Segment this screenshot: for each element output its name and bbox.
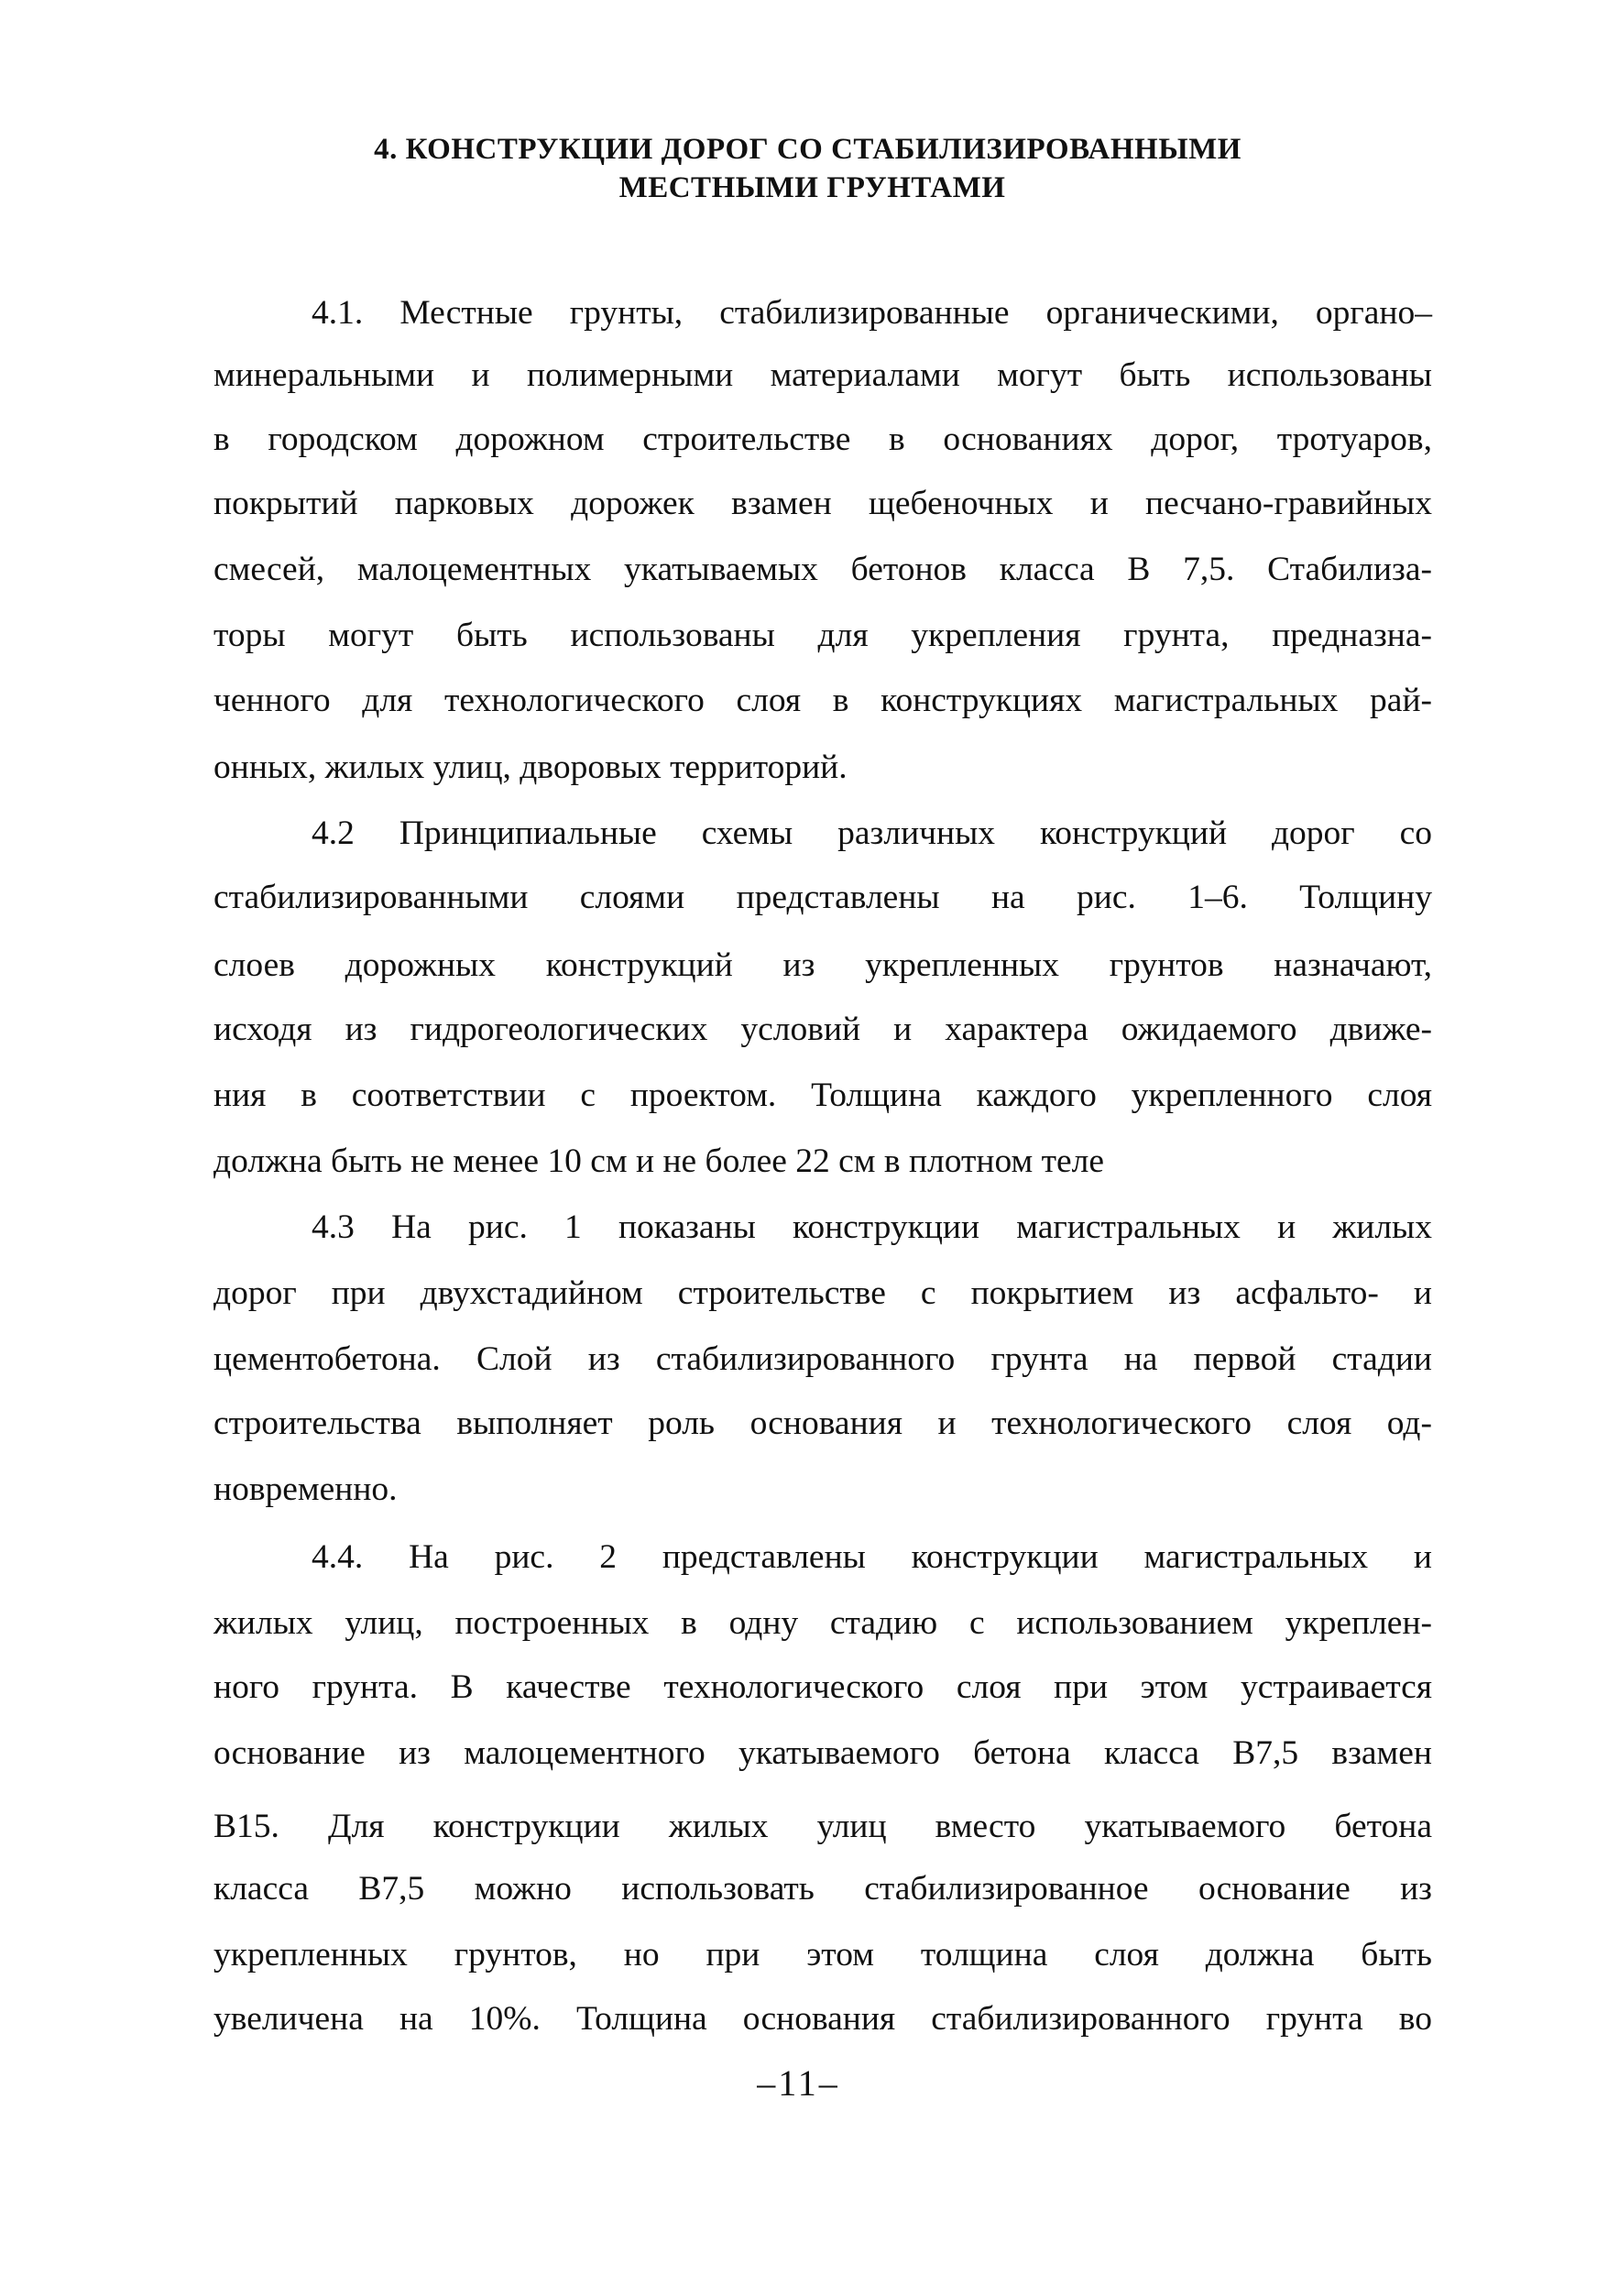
paragraph-4-3-line: цементобетона. Слой из стабилизированного грунта на первой стадии xyxy=(213,1340,1432,1378)
paragraph-4-1-line: минеральными и полимерными материалами могут быть использованы xyxy=(213,356,1432,394)
paragraph-4-2-line: 4.2 Принципиальные схемы различных конструкций дорог со xyxy=(312,815,1432,852)
paragraph-4-1-line: торы могут быть использованы для укрепления грунта, предназна- xyxy=(213,617,1432,654)
paragraph-4-2-line: слоев дорожных конструкций из укрепленных грунтов назначают, xyxy=(213,946,1432,984)
paragraph-4-3-line: строительства выполняет роль основания и технологического слоя од- xyxy=(213,1405,1432,1442)
paragraph-4-3-line: новременно. xyxy=(213,1471,398,1508)
paragraph-4-1-line: в городском дорожном строительстве в основаниях дорог, тротуаров, xyxy=(213,421,1432,458)
paragraph-4-4-line: ного грунта. В качестве технологического слоя при этом устраивается xyxy=(213,1668,1432,1706)
paragraph-4-3-line: 4.3 На рис. 1 показаны конструкции магистральных и жилых xyxy=(312,1208,1432,1246)
paragraph-4-1-line: смесей, малоцементных укатываемых бетонов класса В 7,5. Стабилиза- xyxy=(213,551,1432,588)
paragraph-4-4-line: укрепленных грунтов, но при этом толщина слоя должна быть xyxy=(213,1936,1432,1973)
paragraph-4-2-line: ния в соответствии с проектом. Толщина каждого укрепленного слоя xyxy=(213,1077,1432,1114)
heading-line-1: 4. КОНСТРУКЦИИ ДОРОГ СО СТАБИЛИЗИРОВАННЫМИ xyxy=(374,133,1242,166)
paragraph-4-2-line: исходя из гидрогеологических условий и характера ожидаемого движе- xyxy=(213,1011,1432,1048)
paragraph-4-1-line: 4.1. Местные грунты, стабилизированные органическими, органо– xyxy=(312,294,1432,332)
paragraph-4-2-line: должна быть не менее 10 см и не более 22 см в плотном теле xyxy=(213,1143,1104,1180)
paragraph-4-3-line: дорог при двухстадийном строительстве с покрытием из асфальто- и xyxy=(213,1274,1432,1312)
page-number: –11– xyxy=(757,2062,840,2104)
paragraph-4-4-line: 4.4. На рис. 2 представлены конструкции магистральных и xyxy=(312,1538,1432,1576)
paragraph-4-1-line: ченного для технологического слоя в конструкциях магистральных рай- xyxy=(213,682,1432,719)
paragraph-4-4-line: основание из малоцементного укатываемого бетона класса В7,5 взамен xyxy=(213,1734,1432,1772)
paragraph-4-4-line: увеличена на 10%. Толщина основания стабилизированного грунта во xyxy=(213,2000,1432,2038)
section-heading xyxy=(0,130,1597,207)
paragraph-4-2-line: стабилизированными слоями представлены на рис. 1–6. Толщину xyxy=(213,879,1432,916)
paragraph-4-4-line: В15. Для конструкции жилых улиц вместо укатываемого бетона xyxy=(213,1808,1432,1845)
paragraph-4-1-line: покрытий парковых дорожек взамен щебеночных и песчано-гравийных xyxy=(213,485,1432,522)
heading-line-2: МЕСТНЫМИ ГРУНТАМИ xyxy=(618,171,1006,204)
paragraph-4-4-line: жилых улиц, построенных в одну стадию с использованием укреплен- xyxy=(213,1604,1432,1642)
paragraph-4-4-line: класса В7,5 можно использовать стабилизированное основание из xyxy=(213,1870,1432,1908)
paragraph-4-1-line: онных, жилых улиц, дворовых территорий. xyxy=(213,749,848,786)
